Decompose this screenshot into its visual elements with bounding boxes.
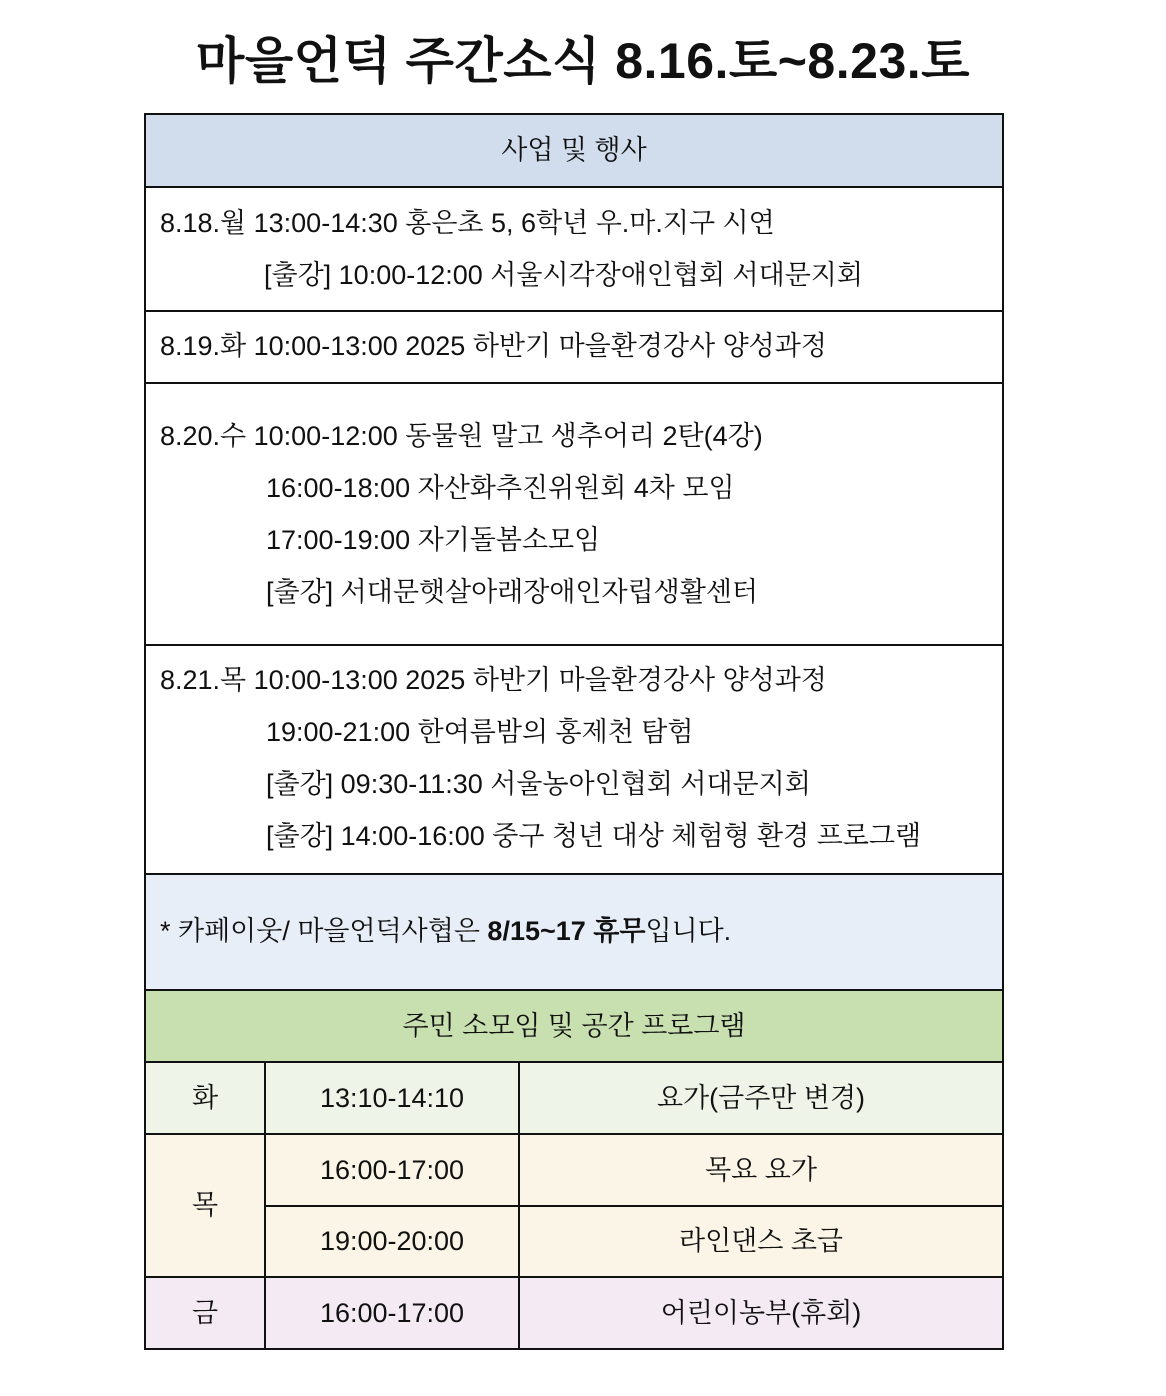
event-line: [출강] 09:30-11:30 서울농아인협회 서대문지회 (266, 769, 811, 799)
event-line: 8.19.화 10:00-13:00 2025 하반기 마을환경강사 양성과정 (160, 331, 827, 361)
weekly-news-table (144, 113, 1004, 1350)
program-name: 요가(금주만 변경) (520, 1063, 1002, 1135)
event-line: 19:00-21:00 한여름밤의 홍제천 탐험 (266, 717, 694, 747)
notice-closure-dates: 8/15~17 휴무 (487, 916, 646, 946)
program-name: 목요 요가 (520, 1135, 1002, 1207)
notice-text (160, 911, 731, 951)
events-header: 사업 및 행사 (146, 115, 1004, 188)
event-line: [출강] 14:00-16:00 중구 청년 대상 체험형 환경 프로그램 (266, 821, 922, 851)
program-row-tue (146, 1063, 1004, 1135)
event-line: 8.20.수 10:00-12:00 동물원 말고 생추어리 2탄(4강) (160, 421, 763, 451)
event-line: 8.21.목 10:00-13:00 2025 하반기 마을환경강사 양성과정 (160, 665, 827, 695)
program-thu-rows (266, 1135, 1002, 1278)
program-day: 목 (146, 1135, 266, 1278)
program-row-fri (146, 1278, 1004, 1350)
event-row-0820 (146, 384, 1004, 646)
program-row-thu-2 (266, 1207, 1002, 1278)
programs-header: 주민 소모임 및 공간 프로그램 (146, 991, 1004, 1063)
event-line: 17:00-19:00 자기돌봄소모임 (266, 525, 601, 555)
program-time: 19:00-20:00 (266, 1207, 520, 1278)
program-name: 어린이농부(휴회) (520, 1278, 1002, 1350)
notice-suffix: 입니다. (645, 916, 732, 946)
program-day: 금 (146, 1278, 266, 1350)
event-row-0819 (146, 312, 1004, 384)
program-row-thu-1 (266, 1135, 1002, 1207)
event-row-0821 (146, 646, 1004, 875)
program-time: 16:00-17:00 (266, 1135, 520, 1207)
program-time: 16:00-17:00 (266, 1278, 520, 1350)
program-day: 화 (146, 1063, 266, 1135)
page-title: 마을언덕 주간소식 8.16.토~8.23.토 (196, 33, 970, 89)
program-time: 13:10-14:10 (266, 1063, 520, 1135)
notice-prefix: * 카페이웃/ 마을언덕사협은 (160, 916, 488, 946)
event-line: [출강] 서대문햇살아래장애인자립생활센터 (266, 577, 758, 607)
event-line: [출강] 10:00-12:00 서울시각장애인협회 서대문지회 (264, 260, 863, 290)
event-row-0818 (146, 188, 1004, 312)
program-group-thu (146, 1135, 1004, 1278)
event-line: 16:00-18:00 자산화추진위원회 4차 모임 (266, 473, 735, 503)
event-line: 8.18.월 13:00-14:30 홍은초 5, 6학년 우.마.지구 시연 (160, 208, 775, 238)
closure-notice (146, 875, 1004, 991)
program-name: 라인댄스 초급 (520, 1207, 1002, 1278)
